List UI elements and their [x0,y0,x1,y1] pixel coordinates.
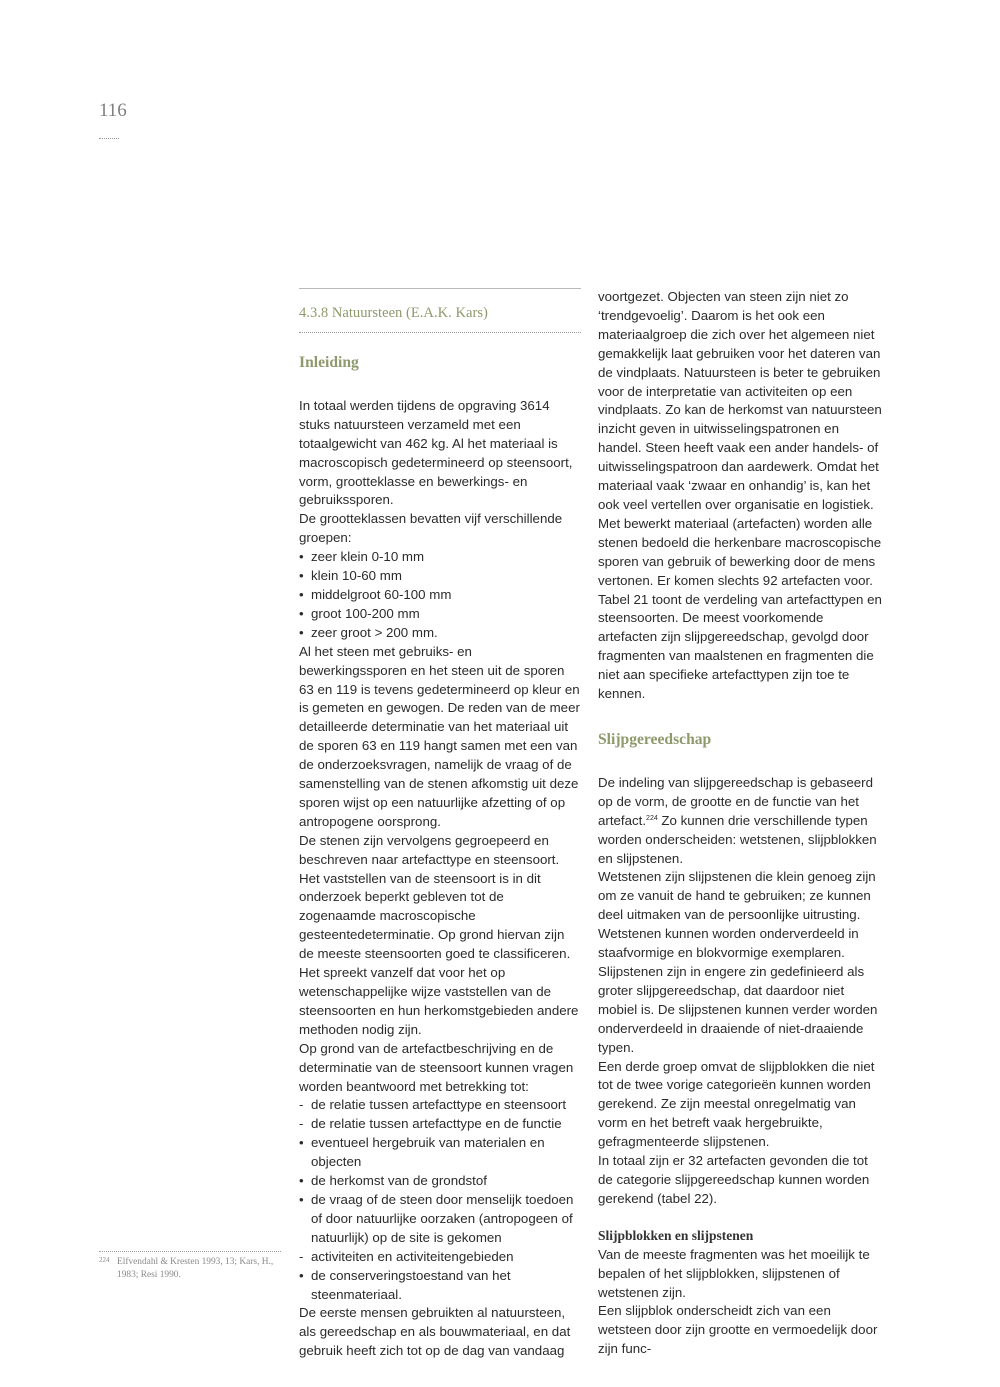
list-item-text: de conserveringstoestand van het steenmateriaal. [311,1267,511,1302]
list-item [299,1096,581,1115]
list-item-text: eventueel hergebruik van materialen en objecten [311,1135,545,1170]
list-item [299,1267,581,1305]
paragraph-fragments: Van de meeste fragmenten was het moeilijk te bepalen of het slijpblokken, slijpstenen of wetstenen zijn. [598,1246,870,1300]
bullet-marker: • [299,624,304,640]
bullet-marker: - [299,1097,304,1113]
list-item [299,1248,581,1267]
size-class-list [299,548,581,643]
footnote-reference: 224 [646,814,658,822]
paragraph-intro: In totaal werden tijdens de opgraving 3614 stuks natuursteen verzameld met een totaalgewicht van 462 kg. Al het materiaal is macroscopisch gedetermineerd op steensoort, vorm, grootteklasse en bewerkings- en gebruikssporen. [299,397,573,508]
list-item [299,605,581,624]
left-column [299,288,581,1361]
bullet-marker: • [299,549,304,565]
list-item [299,624,581,643]
right-column [598,288,883,1359]
bullet-marker: • [299,1173,304,1189]
list-item-text: de herkomst van de grondstof [311,1173,487,1189]
bullet-marker: • [299,586,304,602]
paragraph-groups-intro: De grootteklassen bevatten vijf verschillende groepen: [299,511,563,546]
paragraph-detailed-determination: Al het steen met gebruiks- en bewerkingssporen en het steen uit de sporen 63 en 119 is tevens gedetermineerd op kleur en is gemeten en gewogen. De reden van de meer detailleerde determinatie van het materiaal uit de sporen 63 en 119 hangt samen met een van de onderzoeksvragen, namelijk de vraag of de samenstelling van de stenen afkomstig uit deze sporen wijst op een natuurlijke afzetting of op antropogene oorsprong. [299,643,580,829]
bullet-marker: - [299,1248,304,1264]
bullet-marker: • [299,1191,304,1207]
list-item-text: zeer groot > 200 mm. [311,624,438,640]
footnote-text: Elfvendahl & Kresten 1993, 13; Kars, H., 1983; Resi 1990. [117,1257,274,1281]
bullet-marker: • [299,1135,304,1151]
list-item [299,1134,581,1172]
paragraph-text: De indeling van slijpgereedschap is gebaseerd op de vorm, de grootte en de functie van het artefact. [598,774,873,828]
paragraph-text: Zo kunnen drie verschillende typen worden onderscheiden: wetstenen, slijpblokken en slijpstenen. [598,812,877,866]
paragraph-wetstenen: Wetstenen zijn slijpstenen die klein genoeg zijn om ze vanuit de hand te gebruiken; ze kunnen deel uitmaken van de persoonlijke uitrusting. Wetstenen kunnen worden onderverdeeld in staafvormige en blokvormige exemplaren. Slijpstenen zijn in engere zin gedefinieerd als groter slijpgereedschap, dat daardoor niet mobiel is. De slijpstenen kunnen verder worden onderverdeeld in draaiende of niet-draaiende typen. [598,869,878,1055]
paragraph-continuation: voortgezet. Objecten van steen zijn niet zo ‘trendgevoelig’. Daarom is het ook een materiaalgroep die zich over het algemeen niet gemakkelijk laat gebruiken voor het dateren van de vindplaats. Natuursteen is beter te gebruiken voor de interpretatie van activiteiten op een vindplaats. Zo kan de herkomst van natuursteen inzicht geven in uitwisselingspatronen en handel. Steen heeft vaak een ander handels- of uitwisselingspatroon dan aardewerk. Omdat het materiaal vaak ‘zwaar en onhandig’ is, kan het ook veel vertellen over organisatie en logistiek. [598,289,882,512]
research-questions-list [299,1096,581,1304]
section-title: 4.3.8 Natuursteen (E.A.K. Kars) [299,305,488,321]
section-bottom-rule [299,332,581,333]
footnote [99,1251,281,1283]
list-item-text: activiteiten en activiteitengebieden [311,1248,514,1264]
list-item-text: klein 10-60 mm [311,568,402,584]
list-item-text: zeer klein 0-10 mm [311,549,425,565]
list-item-text: groot 100-200 mm [311,605,420,621]
paragraph-classification: De stenen zijn vervolgens gegroepeerd en beschreven naar artefacttype en steensoort. Het vaststellen van de steensoort is in dit onderzoek beperkt gebleven tot de zogenaamde macroscopische gesteentedeterminatie. Op grond hiervan zijn de meeste steensoorten goed te classificeren. Het spreekt vanzelf dat voor het op wetenschappelijke wijze vaststellen van de steensoorten en hun herkomstgebieden andere methoden nodig zijn. [299,832,579,1037]
page-number: 116 [99,100,127,121]
list-item-text: de relatie tussen artefacttype en steensoort [311,1097,567,1113]
footnote-number: 224 [99,1256,110,1264]
paragraph-total: In totaal zijn er 32 artefacten gevonden die tot de categorie slijpgereedschap kunnen worden gerekend (tabel 22). [598,1153,870,1206]
list-item [299,1191,581,1248]
list-item [299,567,581,586]
list-item [299,1172,581,1191]
paragraph-artefacts: Met bewerkt materiaal (artefacten) worden alle stenen bedoeld die herkenbare macroscopische sporen van gebruik of bewerking door de mens vertonen. Er komen slechts 92 artefacten voor. Tabel 21 toont de verdeling van artefacttypen en steensoorten. De meest voorkomende artefacten zijn slijpgereedschap, gevolgd door fragmenten van maalstenen en fragmenten die niet aan specifieke artefacttypen zijn toe te kennen. [598,515,882,702]
paragraph-research-questions-intro: Op grond van de artefactbeschrijving en de determinatie van de steensoort kunnen vragen worden beantwoord met betrekking tot: [299,1040,574,1094]
list-item [299,1115,581,1134]
list-item [299,548,581,567]
heading-slijpgereedschap: Slijpgereedschap [598,730,712,748]
heading-inleiding: Inleiding [299,353,359,371]
paragraph-first-use: De eerste mensen gebruikten al natuursteen, als gereedschap en als bouwmateriaal, en dat gebruik heeft zich tot op de dag van vandaag [299,1305,571,1359]
page-number-rule [99,138,119,139]
list-item [299,586,581,605]
paragraph-slijpblok: Een slijpblok onderscheidt zich van een wetsteen door zijn grootte en vermoedelijk door zijn func- [598,1303,878,1357]
bullet-marker: - [299,1116,304,1132]
paragraph-classification-tools [598,774,883,869]
list-item-text: de vraag of de steen door menselijk toedoen of door natuurlijke oorzaken (antropogeen of natuurlijk) op de site is gekomen [311,1191,574,1245]
section-top-rule [299,288,581,289]
bullet-marker: • [299,568,304,584]
footnote-rule [99,1251,281,1252]
subheading-slijpblokken-slijpstenen: Slijpblokken en slijpstenen [598,1227,754,1243]
bullet-marker: • [299,1267,304,1283]
bullet-marker: • [299,605,304,621]
paragraph-slijpblokken: Een derde groep omvat de slijpblokken die niet tot de twee vorige categorieën kunnen worden gerekend. Ze zijn meestal onregelmatig van vorm en het betreft vaak hergebruikte, gefragmenteerde slijpstenen. [598,1058,875,1150]
list-item-text: de relatie tussen artefacttype en de functie [311,1116,562,1132]
list-item-text: middelgroot 60-100 mm [311,586,452,602]
footnote-body [99,1256,281,1283]
